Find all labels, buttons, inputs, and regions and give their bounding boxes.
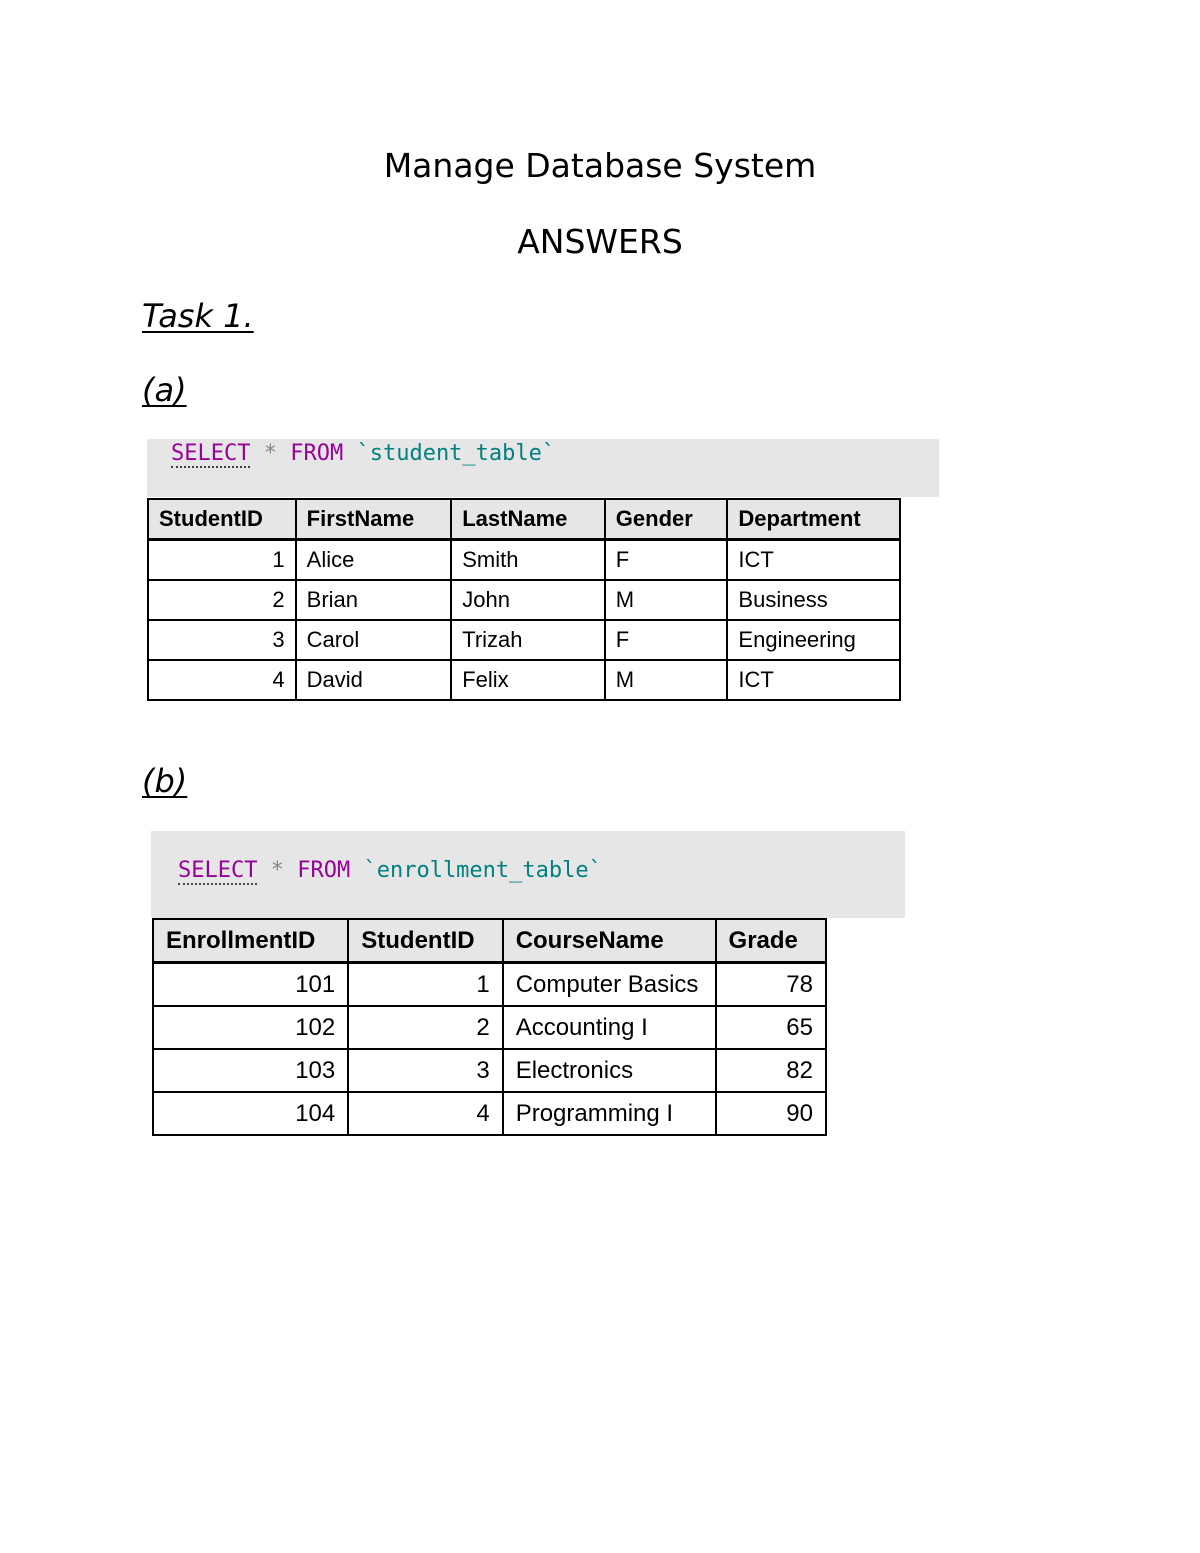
table-row bbox=[148, 580, 900, 620]
cell-lastname: Felix bbox=[451, 660, 605, 700]
sql-keyword-from: FROM bbox=[290, 441, 344, 466]
column-header-studentid: StudentID bbox=[148, 499, 296, 540]
cell-firstname: Alice bbox=[296, 540, 452, 581]
cell-firstname: Carol bbox=[296, 620, 452, 660]
document-subtitle: ANSWERS bbox=[517, 222, 683, 261]
table-row bbox=[153, 1049, 826, 1092]
column-header-grade: Grade bbox=[716, 919, 826, 963]
cell-studentid: 4 bbox=[348, 1092, 502, 1135]
column-header-firstname: FirstName bbox=[296, 499, 452, 540]
cell-coursename: Accounting I bbox=[503, 1006, 716, 1049]
table-row bbox=[153, 1092, 826, 1135]
part-a-heading: (a) bbox=[142, 371, 187, 409]
cell-studentid: 4 bbox=[148, 660, 296, 700]
query-box-student bbox=[147, 439, 939, 497]
cell-gender: F bbox=[605, 540, 728, 581]
cell-studentid: 3 bbox=[148, 620, 296, 660]
column-header-coursename: CourseName bbox=[503, 919, 716, 963]
cell-gender: M bbox=[605, 660, 728, 700]
document-title: Manage Database System bbox=[383, 146, 817, 185]
cell-grade: 82 bbox=[716, 1049, 826, 1092]
cell-studentid: 1 bbox=[148, 540, 296, 581]
column-header-studentid: StudentID bbox=[348, 919, 502, 963]
cell-gender: M bbox=[605, 580, 728, 620]
cell-coursename: Programming I bbox=[503, 1092, 716, 1135]
sql-star: * bbox=[263, 441, 277, 466]
enrollment-table bbox=[152, 918, 827, 1136]
cell-studentid: 3 bbox=[348, 1049, 502, 1092]
cell-grade: 78 bbox=[716, 963, 826, 1007]
sql-table-name: `enrollment_table` bbox=[363, 858, 602, 883]
cell-gender: F bbox=[605, 620, 728, 660]
table-row bbox=[148, 540, 900, 581]
query-box-enrollment bbox=[151, 831, 905, 918]
sql-star: * bbox=[270, 858, 284, 883]
table-row bbox=[153, 963, 826, 1007]
table-row bbox=[148, 660, 900, 700]
sql-table-name: `student_table` bbox=[356, 441, 556, 466]
cell-lastname: John bbox=[451, 580, 605, 620]
sql-keyword-select: SELECT bbox=[171, 441, 251, 466]
column-header-enrollmentid: EnrollmentID bbox=[153, 919, 348, 963]
cell-lastname: Smith bbox=[451, 540, 605, 581]
cell-enrollmentid: 104 bbox=[153, 1092, 348, 1135]
part-b-heading: (b) bbox=[142, 762, 188, 800]
table-row bbox=[148, 620, 900, 660]
cell-department: Business bbox=[727, 580, 900, 620]
cell-studentid: 1 bbox=[348, 963, 502, 1007]
table-header-row bbox=[153, 919, 826, 963]
cell-enrollmentid: 102 bbox=[153, 1006, 348, 1049]
cell-studentid: 2 bbox=[148, 580, 296, 620]
cell-grade: 90 bbox=[716, 1092, 826, 1135]
cell-department: ICT bbox=[727, 540, 900, 581]
cell-enrollmentid: 103 bbox=[153, 1049, 348, 1092]
query-line-student bbox=[171, 441, 555, 466]
column-header-lastname: LastName bbox=[451, 499, 605, 540]
cell-coursename: Computer Basics bbox=[503, 963, 716, 1007]
table-row bbox=[153, 1006, 826, 1049]
cell-grade: 65 bbox=[716, 1006, 826, 1049]
cell-department: Engineering bbox=[727, 620, 900, 660]
sql-keyword-from: FROM bbox=[297, 858, 351, 883]
table-header-row bbox=[148, 499, 900, 540]
cell-studentid: 2 bbox=[348, 1006, 502, 1049]
task-heading: Task 1. bbox=[142, 297, 254, 335]
student-table bbox=[147, 498, 901, 701]
cell-enrollmentid: 101 bbox=[153, 963, 348, 1007]
cell-firstname: David bbox=[296, 660, 452, 700]
column-header-gender: Gender bbox=[605, 499, 728, 540]
cell-lastname: Trizah bbox=[451, 620, 605, 660]
query-line-enrollment bbox=[178, 858, 602, 883]
cell-department: ICT bbox=[727, 660, 900, 700]
sql-keyword-select: SELECT bbox=[178, 858, 258, 883]
column-header-department: Department bbox=[727, 499, 900, 540]
cell-firstname: Brian bbox=[296, 580, 452, 620]
cell-coursename: Electronics bbox=[503, 1049, 716, 1092]
